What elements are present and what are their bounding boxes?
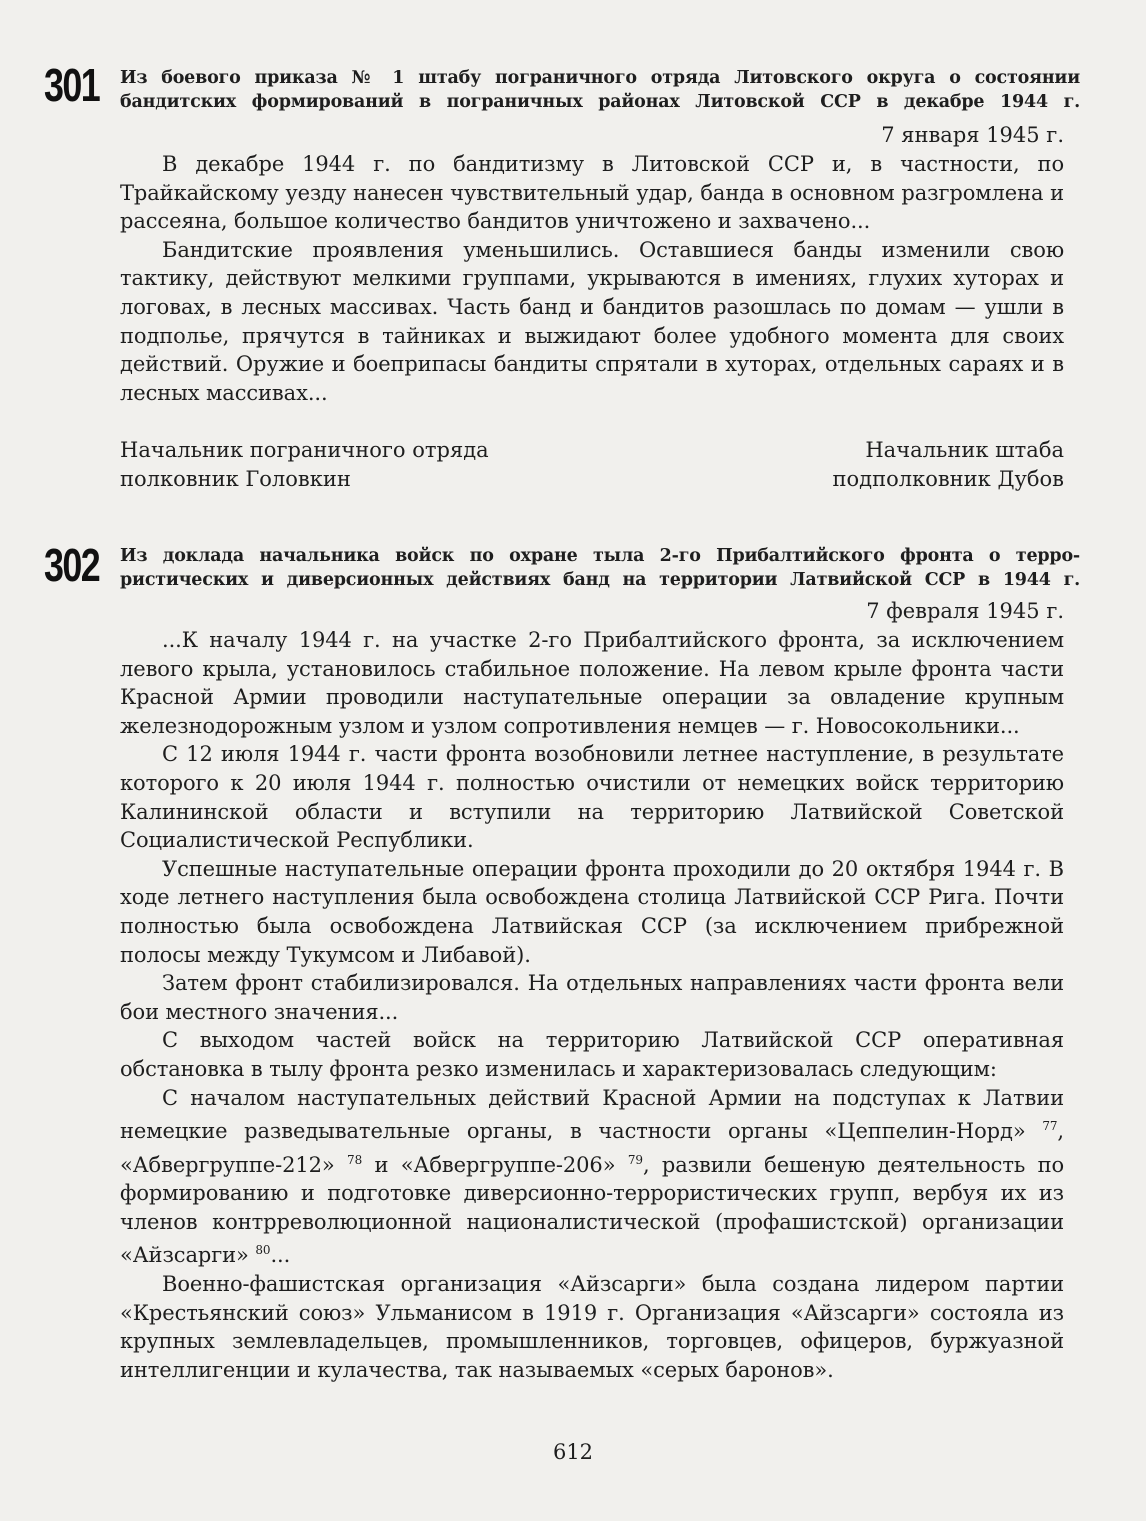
doc-number: 301 [44,59,100,111]
text-run: , «Абвергруппе-212» [120,1119,1064,1177]
paragraph: С выходом частей войск на территорию Латвийской ССР оперативная обстановка в тылу фронта резко изменилась и характеризовалась следующим: [120,1028,1064,1081]
doc-301-signatures [120,436,1064,493]
footnote-ref: 79 [627,1152,643,1167]
paragraph: С 12 июля 1944 г. части фронта возобновили летнее наступление, в результате которого к 20 июля 1944 г. полностью очистили от немецких войск территорию Калининской области и вступили на территорию Латвийской Советской Социалистической Республики. [120,742,1064,853]
paragraph [120,1084,1064,1271]
doc-title-line: бандитских формирований в пограничных районах Литовской ССР в декабре 1944 г. [120,92,1080,112]
paragraph: Военно-фашистская организация «Айзсарги» была создана лидером партии «Крестьянский союз» Ульманисом в 1919 г. Организация «Айзсарги» состояла из крупных землевладельцев, промышленников, торговцев, офицеров, буржуазной интеллигенции и кулачества, так называемых «серых баронов». [120,1272,1064,1382]
doc-301-body [120,150,1064,407]
signature-left-name: полковник Головкин [120,466,351,491]
text-run: ... [270,1243,291,1268]
paragraph: Бандитские проявления уменьшились. Оставшиеся банды изменили свою тактику, действуют мелкими группами, укрываются в имениях, глухих хуторах и логовах, в лесных массивах. Часть банд и бандитов разошлась по домам — ушли в подполье, прячутся в тайниках и выжидают более удобного момента для своих действий. Оружие и боеприпасы бандиты спрятали в хуторах, отдельных сараях и в лесных массивах... [120,237,1064,405]
paragraph: ...К началу 1944 г. на участке 2-го Прибалтийского фронта, за исключением левого крыла, установилось стабильное положение. На левом крыле фронта части Красной Армии проводили наступательные операции за овладение крупным железнодорожным узлом и узлом сопротивления немцев — г. Новосокольники... [120,628,1064,738]
signature-right-name: подполковник Дубов [832,466,1064,491]
doc-title-line: ристических и диверсионных действиях банд на территории Латвийской ССР в 1944 г. [120,570,1080,590]
text-run: С началом наступательных действий Красной Армии на подступах к Латвии немецкие разведывательные органы, в частности органы «Цеппелин-Норд» [120,1085,1064,1144]
text-run: и «Абвергруппе-206» [362,1152,616,1177]
doc-date: 7 февраля 1945 г. [866,599,1064,623]
page-number: 612 [552,1440,594,1464]
signature-left-title: Начальник пограничного отряда [120,438,489,462]
doc-title [120,544,1080,592]
text-run: , развили бешеную деятельность по формированию и подготовке диверсионно-террористических групп, вербуя их из членов контрреволюционной националистической (профашистской) организации «Айзсарги» [120,1152,1065,1268]
footnote-ref: 80 [255,1243,271,1258]
paragraph: Затем фронт стабилизировался. На отдельных направлениях части фронта вели бои местного значения... [120,971,1064,1024]
paragraph: Успешные наступательные операции фронта проходили до 20 октября 1944 г. В ходе летнего наступления была освобождена столица Латвийской ССР Рига. Почти полностью была освобождена Латвийская ССР (за исключением прибрежной полосы между Тукумсом и Либавой). [120,856,1064,967]
doc-number: 302 [44,539,100,591]
doc-title-line: Из боевого приказа № 1 штабу пограничного отряда Литовского округа о состоянии [120,68,1080,88]
signature-right-title: Начальник штаба [865,438,1064,462]
paragraph: В декабре 1944 г. по бандитизму в Литовской ССР и, в частности, по Трайкайскому уезду нанесен чувствительный удар, банда в основном разгромлена и рассеяна, большое количество бандитов уничтожено и захвачено... [120,152,1064,234]
doc-title-line: Из доклада начальника войск по охране тыла 2-го Прибалтийского фронта о терро- [120,546,1080,566]
doc-302-body [120,626,1064,1384]
doc-date: 7 января 1945 г. [881,123,1064,147]
doc-title [120,66,1080,114]
footnote-ref: 77 [1042,1119,1058,1134]
footnote-ref: 78 [347,1152,363,1167]
